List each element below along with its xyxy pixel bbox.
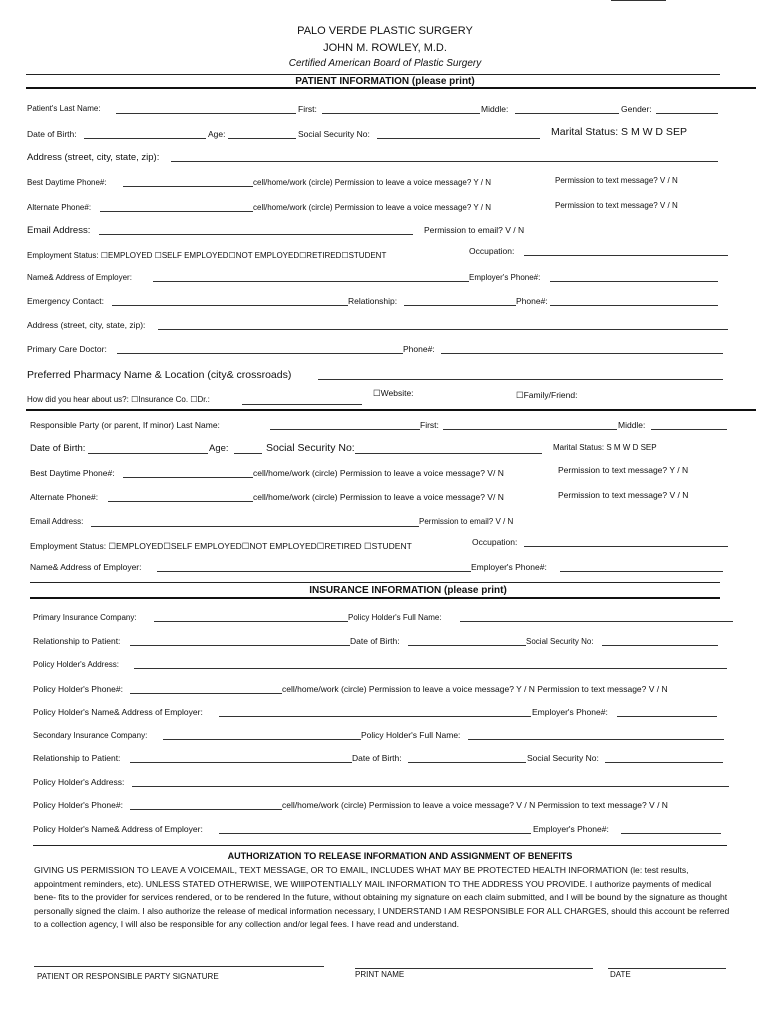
sec-holder-ssn-field[interactable] — [605, 762, 723, 763]
authorization-text: GIVING US PERMISSION TO LEAVE A VOICEMAIL, TEXT MESSAGE, OR TO EMAIL, INCLUDES WHAT MAY BE PROTECTED HEALTH INFORMATION (le: test results, appointment reminders, etc). UNLESS STATED OTHERWISE, WE WIllPOTENTIALLY MAIL INFORMATION TO THE ADDRESS YOU PROVIDE. I authorize payments of medical bene- fits to the provider for services rendered, or to be rendered In the future, without obtaining my signature on each claim submitted, and I will be bound by the signature as thought personally signed the claim. I also authorize the release of medical information necessary, I UNDERSTAND I AM RESPONSIBLE FOR ALL CHARGES, should this account be referred to a collection agency, I will also be responsible for any collection and/or legal fees. I have read and understand. — [34, 865, 730, 929]
primary-insurance-field[interactable] — [154, 621, 348, 622]
resp-employment-status[interactable]: Employment Status: ☐EMPLOYED☐SELF EMPLOYED☐NOT EMPLOYED☐RETIRED ☐STUDENT — [30, 541, 412, 551]
sec-holder-employer-phone-label: Employer's Phone#: — [533, 824, 609, 834]
email-field[interactable] — [99, 234, 413, 235]
employment-status[interactable]: Employment Status: ☐EMPLOYED ☐SELF EMPLOYED☐NOT EMPLOYED☐RETIRED☐STUDENT — [27, 251, 387, 260]
holder-phone-label: Policy Holder's Phone#: — [33, 684, 123, 694]
holder-employer-phone-field[interactable] — [617, 716, 717, 717]
insurance-section-title: INSURANCE INFORMATION (please print) — [309, 585, 507, 596]
resp-dob-field[interactable] — [88, 453, 208, 454]
divider — [30, 597, 720, 599]
resp-best-phone-field[interactable] — [123, 477, 253, 478]
resp-alt-phone-field[interactable] — [108, 501, 253, 502]
holder-phone-note[interactable]: cell/home/work (circle) Permission to leave a voice message? Y / N Permission to text message? V / N — [282, 684, 668, 694]
resp-first-label: First: — [420, 420, 439, 430]
website-option[interactable]: ☐Website: — [373, 388, 414, 398]
sec-holder-employer-label: Policy Holder's Name& Address of Employer: — [33, 824, 203, 834]
middle-label: Middle: — [481, 104, 509, 114]
pcp-phone-field[interactable] — [441, 353, 723, 354]
resp-dob-label: Date of Birth: — [30, 443, 86, 454]
print-name-field[interactable] — [355, 968, 593, 969]
emergency-phone-label: Phone#: — [516, 296, 548, 306]
resp-email-field[interactable] — [91, 526, 419, 527]
employer-phone-field[interactable] — [550, 281, 718, 282]
first-name-field[interactable] — [322, 113, 480, 114]
holder-employer-phone-label: Employer's Phone#: — [532, 707, 608, 717]
certification: Certified American Board of Plastic Surgery — [288, 58, 482, 69]
resp-last-name-label: Responsible Party (or parent, If minor) Last Name: — [30, 420, 220, 430]
alt-phone-text-permission[interactable]: Permission to text message? V / N — [555, 201, 678, 210]
resp-best-phone-label: Best Daytime Phone#: — [30, 468, 115, 478]
holder-dob-field[interactable] — [408, 645, 526, 646]
holder-name-label: Policy Holder's Full Name: — [348, 613, 442, 622]
emergency-address-label: Address (street, city, state, zip): — [27, 320, 146, 330]
signature-field[interactable] — [34, 966, 324, 967]
authorization-title: AUTHORIZATION TO RELEASE INFORMATION AND ASSIGNMENT OF BENEFITS — [227, 851, 573, 861]
last-name-label: Patient's Last Name: — [27, 104, 101, 113]
divider — [33, 845, 727, 846]
holder-address-label: Policy Holder's Address: — [33, 660, 120, 669]
best-phone-field[interactable] — [123, 186, 253, 187]
gender-label: Gender: — [621, 104, 652, 114]
resp-employer-phone-label: Employer's Phone#: — [471, 562, 547, 572]
divider — [26, 409, 756, 411]
emergency-field[interactable] — [112, 305, 348, 306]
sec-holder-dob-field[interactable] — [408, 762, 526, 763]
primary-insurance-label: Primary Insurance Company: — [33, 613, 137, 622]
resp-middle-field[interactable] — [651, 429, 727, 430]
ssn-field[interactable] — [377, 138, 540, 139]
address-field[interactable] — [171, 161, 718, 162]
email-label: Email Address: — [27, 225, 91, 236]
sec-relationship-label: Relationship to Patient: — [33, 753, 121, 763]
address-label: Address (street, city, state, zip): — [27, 152, 160, 163]
sec-holder-employer-phone-field[interactable] — [621, 833, 721, 834]
middle-field[interactable] — [515, 113, 619, 114]
sec-holder-address-label: Policy Holder's Address: — [33, 777, 125, 787]
resp-alt-phone-text-permission[interactable]: Permission to text message? V / N — [558, 490, 689, 500]
best-phone-label: Best Daytime Phone#: — [27, 178, 107, 187]
holder-dob-label: Date of Birth: — [350, 636, 400, 646]
alt-phone-field[interactable] — [100, 211, 253, 212]
emergency-label: Emergency Contact: — [27, 296, 105, 306]
pcp-field[interactable] — [117, 353, 403, 354]
resp-occupation-field[interactable] — [524, 546, 728, 547]
sec-holder-phone-label: Policy Holder's Phone#: — [33, 800, 123, 810]
resp-marital-status[interactable]: Marital Status: S M W D SEP — [553, 443, 657, 452]
divider — [30, 582, 720, 583]
practice-name: PALO VERDE PLASTIC SURGERY — [297, 25, 473, 37]
sec-holder-dob-label: Date of Birth: — [352, 753, 402, 763]
age-field[interactable] — [228, 138, 296, 139]
resp-email-permission[interactable]: Permission to email? V / N — [419, 517, 514, 526]
holder-ssn-label: Social Security No: — [526, 637, 594, 646]
family-friend-option[interactable]: ☐Family/Friend: — [516, 390, 578, 400]
sec-holder-employer-field[interactable] — [219, 833, 531, 834]
resp-alt-phone-label: Alternate Phone#: — [30, 492, 99, 502]
resp-employer-label: Name& Address of Employer: — [30, 562, 142, 572]
alt-phone-note[interactable]: cell/home/work (circle) Permission to leave a voice message? Y / N — [253, 203, 492, 212]
dob-label: Date of Birth: — [27, 129, 77, 139]
relationship-label: Relationship: — [348, 296, 398, 306]
resp-email-label: Email Address: — [30, 517, 84, 526]
resp-best-phone-text-permission[interactable]: Permission to text message? Y / N — [558, 465, 689, 475]
resp-last-name-field[interactable] — [270, 429, 420, 430]
last-name-field[interactable] — [116, 113, 296, 114]
pharmacy-label: Preferred Pharmacy Name & Location (city& crossroads) — [27, 369, 292, 381]
sec-holder-name-field[interactable] — [468, 739, 724, 740]
sec-relationship-field[interactable] — [130, 762, 352, 763]
resp-occupation-label: Occupation: — [472, 537, 518, 547]
print-name-label: PRINT NAME — [355, 970, 405, 979]
marital-status[interactable]: Marital Status: S M W D SEP — [551, 126, 687, 138]
employer-phone-label: Employer's Phone#: — [469, 273, 541, 282]
sec-holder-address-field[interactable] — [132, 786, 729, 787]
emergency-phone-field[interactable] — [550, 305, 718, 306]
sec-holder-phone-note[interactable]: cell/home/work (circle) Permission to leave a voice message? V / N Permission to text message? V / N — [282, 800, 668, 810]
resp-middle-label: Middle: — [618, 420, 646, 430]
holder-name-field[interactable] — [460, 621, 733, 622]
relationship-to-patient-field[interactable] — [130, 645, 350, 646]
referral-dr-field[interactable] — [242, 404, 362, 405]
secondary-insurance-field[interactable] — [163, 739, 361, 740]
holder-ssn-field[interactable] — [602, 645, 718, 646]
top-rule — [611, 0, 666, 1]
resp-age-label: Age: — [209, 443, 229, 454]
ssn-label: Social Security No: — [298, 129, 370, 139]
date-label: DATE — [610, 970, 631, 979]
dob-field[interactable] — [84, 138, 206, 139]
pharmacy-field[interactable] — [318, 379, 723, 380]
pcp-phone-label: Phone#: — [403, 344, 435, 354]
resp-employer-field[interactable] — [157, 571, 471, 572]
employer-field[interactable] — [153, 281, 469, 282]
patient-section-title: PATIENT INFORMATION (please print) — [295, 76, 475, 87]
secondary-insurance-label: Secondary Insurance Company: — [33, 731, 148, 740]
resp-ssn-field[interactable] — [355, 453, 542, 454]
first-name-label: First: — [298, 104, 317, 114]
relationship-to-patient-label: Relationship to Patient: — [33, 636, 121, 646]
alt-phone-label: Alternate Phone#: — [27, 203, 92, 212]
hear-about-label[interactable]: How did you hear about us?: ☐Insurance Co. ☐Dr.: — [27, 395, 210, 404]
occupation-field[interactable] — [524, 255, 728, 256]
resp-alt-phone-note[interactable]: cell/home/work (circle) Permission to leave a voice message? V/ N — [253, 492, 504, 502]
gender-field[interactable] — [656, 113, 718, 114]
best-phone-note[interactable]: cell/home/work (circle) Permission to leave a voice message? Y / N — [253, 178, 492, 187]
emergency-address-field[interactable] — [158, 329, 728, 330]
holder-address-field[interactable] — [134, 668, 727, 669]
pcp-label: Primary Care Doctor: — [27, 344, 107, 354]
divider — [26, 87, 756, 89]
resp-employer-phone-field[interactable] — [560, 571, 723, 572]
sec-holder-name-label: Policy Holder's Full Name: — [361, 730, 461, 740]
resp-ssn-label: Social Security No: — [266, 442, 355, 454]
best-phone-text-permission[interactable]: Permission to text message? V / N — [555, 176, 678, 185]
resp-first-field[interactable] — [443, 429, 617, 430]
relationship-field[interactable] — [404, 305, 516, 306]
resp-age-field[interactable] — [234, 453, 262, 454]
sec-holder-phone-field[interactable] — [130, 809, 282, 810]
occupation-label: Occupation: — [469, 246, 515, 256]
sec-holder-ssn-label: Social Security No: — [527, 753, 599, 763]
date-field[interactable] — [608, 968, 726, 969]
holder-employer-label: Policy Holder's Name& Address of Employer: — [33, 707, 203, 717]
holder-phone-field[interactable] — [130, 693, 282, 694]
holder-employer-field[interactable] — [219, 716, 531, 717]
age-label: Age: — [208, 129, 226, 139]
doctor-name: JOHN M. ROWLEY, M.D. — [323, 42, 447, 54]
divider — [26, 74, 720, 75]
email-permission[interactable]: Permission to email? V / N — [424, 225, 525, 235]
employer-label: Name& Address of Employer: — [27, 273, 132, 282]
signature-label: PATIENT OR RESPONSIBLE PARTY SIGNATURE — [37, 972, 219, 981]
resp-best-phone-note[interactable]: cell/home/work (circle) Permission to leave a voice message? V/ N — [253, 468, 504, 478]
